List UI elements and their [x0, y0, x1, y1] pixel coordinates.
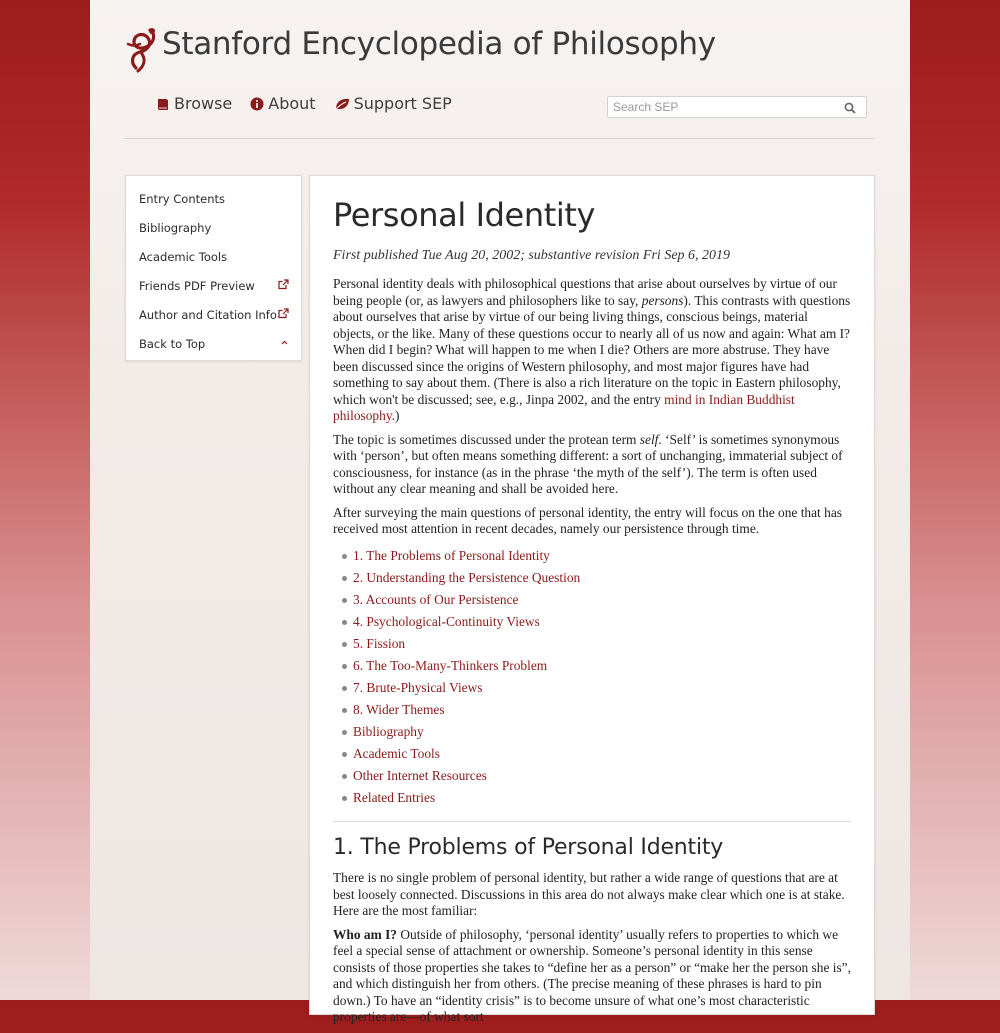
sidebar-item-bibliography[interactable] [126, 213, 301, 242]
search-input[interactable] [608, 97, 833, 117]
entry-body [333, 276, 851, 1033]
toc-item [353, 589, 851, 611]
intro-paragraph-3: After surveying the main questions of personal identity, the entry will focus on the one that has received most attention in recent decades, namely our persistence through time. [333, 504, 842, 536]
toc-link[interactable]: Academic Tools [353, 745, 440, 761]
nav-about[interactable] [250, 94, 315, 113]
toc-link[interactable]: 8. Wider Themes [353, 701, 445, 717]
page-title: Personal Identity [333, 196, 596, 234]
sidebar-item-back-to-top[interactable] [126, 329, 301, 358]
toc-item [353, 765, 851, 787]
sidebar-item-author-citation[interactable] [126, 300, 301, 329]
table-of-contents [333, 545, 851, 809]
sidebar-item-label: Entry Contents [139, 191, 225, 206]
toc-link[interactable]: 6. The Too-Many-Thinkers Problem [353, 657, 548, 673]
toc-link[interactable]: Related Entries [353, 789, 436, 805]
sidebar-item-label: Friends PDF Preview [139, 278, 255, 293]
section-divider [333, 821, 851, 822]
bold-lead: Who am I? [333, 926, 397, 942]
toc-item [353, 545, 851, 567]
nav-browse[interactable] [156, 94, 232, 113]
section-paragraph-1: There is no single problem of personal identity, but rather a wide range of questions that are at best loosely connected. Discussions in this area do not always make clear which one is at stake. Here are the most familiar: [333, 870, 845, 918]
section-title: 1. The Problems of Personal Identity [333, 834, 724, 860]
toc-item [353, 633, 851, 655]
sep-logo-icon[interactable] [122, 24, 162, 74]
toc-item [353, 677, 851, 699]
toc-link[interactable]: 4. Psychological-Continuity Views [353, 613, 540, 629]
toc-link[interactable]: 7. Brute-Physical Views [353, 679, 483, 695]
sidebar-item-entry-contents[interactable] [126, 184, 301, 213]
header-divider [124, 138, 874, 139]
toc-item [353, 655, 851, 677]
toc-link[interactable]: 2. Understanding the Persistence Question [353, 569, 581, 585]
toc-link[interactable]: Other Internet Resources [353, 767, 487, 783]
sidebar-item-academic-tools[interactable] [126, 242, 301, 271]
external-link-icon [278, 279, 289, 293]
toc-item [353, 787, 851, 809]
chevron-up-icon [280, 338, 289, 350]
search-icon[interactable] [844, 101, 856, 119]
toc-link[interactable]: 3. Accounts of Our Persistence [353, 591, 519, 607]
sidebar-item-friends-pdf-preview[interactable] [126, 271, 301, 300]
search-box [607, 96, 867, 118]
toc-item [353, 743, 851, 765]
toc-link[interactable]: 1. The Problems of Personal Identity [353, 547, 550, 563]
book-icon [156, 97, 170, 111]
intro-paragraph-1: Personal identity deals with philosophical questions that arise about ourselves by virtue of our being people (or, as lawyers and philosophers like to say, persons). This contrasts with questions about ourselves that arise by virtue of our being living things, conscious beings, material objects, or the like. Many of these questions occur to nearly all of us now and again: What am I? When did I begin? What will happen to me when I die? Others are more abstruse. They have been discussed since the origins of Western philosophy, and most major figures have had something to say about them. (There is also a rich literature on the topic in Eastern philosophy, which won't be discussed; see, e.g., Jinpa 2002, and the entry mind in Indian Buddhist philosophy.) [333, 276, 851, 423]
main-nav [156, 94, 452, 113]
toc-item [353, 721, 851, 743]
nav-about-label: About [268, 94, 316, 113]
sidebar-item-label: Back to Top [139, 336, 206, 351]
leaf-icon [334, 97, 350, 111]
sidebar-menu [125, 175, 302, 361]
toc-item [353, 567, 851, 589]
nav-browse-label: Browse [174, 94, 233, 113]
entry-main [309, 175, 875, 1024]
page-container [90, 0, 910, 1024]
toc-link[interactable]: 5. Fission [353, 635, 406, 651]
sidebar-item-label: Academic Tools [139, 249, 228, 264]
toc-link[interactable]: Bibliography [353, 723, 424, 739]
section-paragraph-2: Who am I? Outside of philosophy, ‘personal identity’ usually refers to properties to which we feel a special sense of attachment or ownership. Someone’s personal identity in this sense consists of those properties she takes to “define her as a person” or “make her the person she is”, and which distinguish her from others. (The precise meaning of these phrases is hard to pin down.) To have an “identity crisis” is to become unsure of what one’s most characteristic properties are—of what sort [333, 926, 851, 1024]
nav-support-label: Support SEP [353, 94, 452, 113]
sidebar-item-label: Bibliography [139, 220, 212, 235]
toc-item [353, 699, 851, 721]
intro-paragraph-2: The topic is sometimes discussed under the protean term self. ‘Self’ is sometimes synonymous with ‘person’, but often means something different: a sort of unchanging, immaterial subject of consciousness, for instance (as in the phrase ‘the myth of the self’). The term is often used without any clear meaning and shall be avoided here. [333, 431, 843, 496]
sidebar-item-label: Author and Citation Info [139, 307, 277, 322]
link-mind-indian-buddhist[interactable]: mind in Indian Buddhist philosophy [333, 391, 795, 423]
nav-support[interactable] [334, 94, 452, 113]
toc-item [353, 611, 851, 633]
publication-info: First published Tue Aug 20, 2002; substantive revision Fri Sep 6, 2019 [333, 248, 731, 263]
site-title[interactable]: Stanford Encyclopedia of Philosophy [162, 26, 716, 62]
info-icon [250, 97, 264, 111]
external-link-icon [278, 308, 289, 322]
